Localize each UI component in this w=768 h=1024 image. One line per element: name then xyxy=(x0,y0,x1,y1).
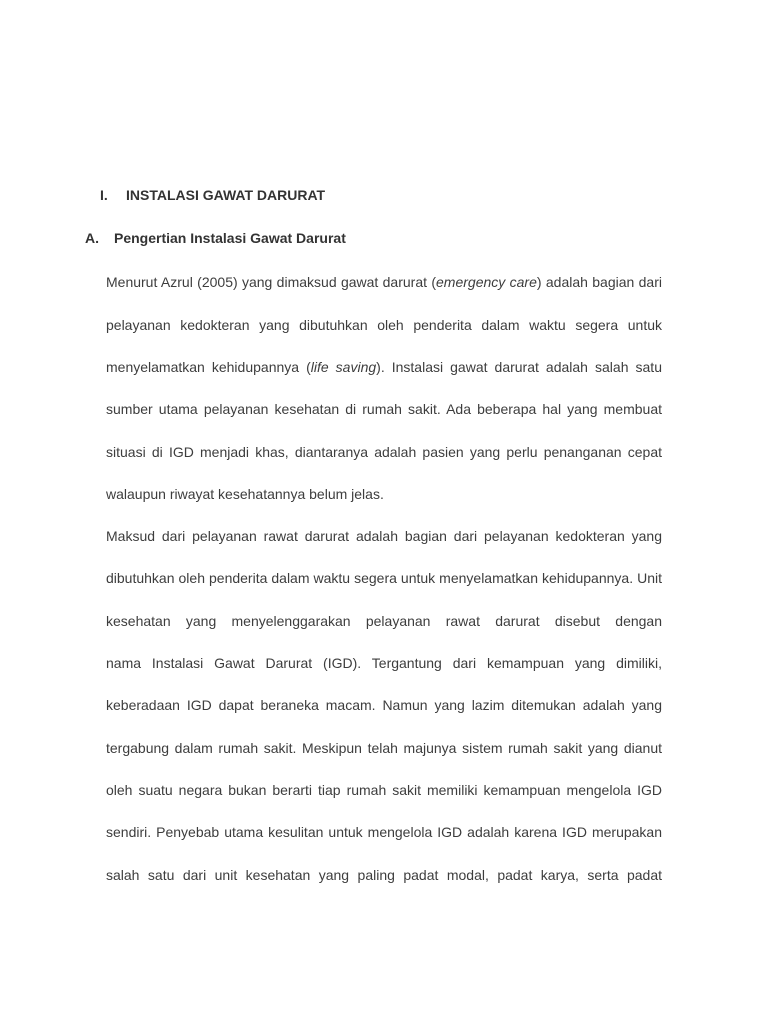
paragraph-line: salah satu dari unit kesehatan yang paling padat modal, padat karya, serta padat xyxy=(106,867,662,883)
subsection-heading xyxy=(85,230,346,246)
section-number: I. xyxy=(100,187,108,203)
paragraph-line: oleh suatu negara bukan berarti tiap rumah sakit memiliki kemampuan mengelola IGD xyxy=(106,782,662,798)
italic-term: emergency care xyxy=(436,274,537,290)
text-run: Menurut Azrul (2005) yang dimaksud gawat darurat ( xyxy=(106,274,437,290)
paragraph-line: Maksud dari pelayanan rawat darurat adalah bagian dari pelayanan kedokteran yang xyxy=(106,528,662,544)
paragraph-line: sumber utama pelayanan kesehatan di rumah sakit. Ada beberapa hal yang membuat xyxy=(106,401,662,417)
paragraph-line: keberadaan IGD dapat beraneka macam. Namun yang lazim ditemukan adalah yang xyxy=(106,697,662,713)
section-heading xyxy=(100,187,325,203)
text-run: ). Instalasi gawat darurat adalah salah satu xyxy=(376,359,662,375)
paragraph-line xyxy=(106,272,662,292)
subsection-title: Pengertian Instalasi Gawat Darurat xyxy=(114,230,346,246)
paragraph-line: kesehatan yang menyelenggarakan pelayanan rawat darurat disebut dengan xyxy=(106,613,662,629)
paragraph-line: pelayanan kedokteran yang dibutuhkan oleh penderita dalam waktu segera untuk xyxy=(106,317,662,333)
paragraph-line: tergabung dalam rumah sakit. Meskipun telah majunya sistem rumah sakit yang dianut xyxy=(106,740,662,756)
italic-term: life saving xyxy=(310,359,377,375)
text-run: ) adalah bagian dari xyxy=(536,274,662,290)
text-run: menyelamatkan kehidupannya ( xyxy=(106,359,311,375)
paragraph-line: walaupun riwayat kesehatannya belum jelas. xyxy=(106,486,384,502)
paragraph-line xyxy=(106,357,662,377)
paragraph-line: sendiri. Penyebab utama kesulitan untuk mengelola IGD adalah karena IGD merupakan xyxy=(106,824,662,840)
paragraph-line: dibutuhkan oleh penderita dalam waktu segera untuk menyelamatkan kehidupannya. Unit xyxy=(106,570,662,586)
paragraph-line: nama Instalasi Gawat Darurat (IGD). Tergantung dari kemampuan yang dimiliki, xyxy=(106,655,662,671)
paragraph-line: situasi di IGD menjadi khas, diantaranya adalah pasien yang perlu penanganan cepat xyxy=(106,444,662,460)
section-title: INSTALASI GAWAT DARURAT xyxy=(126,187,326,203)
subsection-number: A. xyxy=(85,230,99,246)
